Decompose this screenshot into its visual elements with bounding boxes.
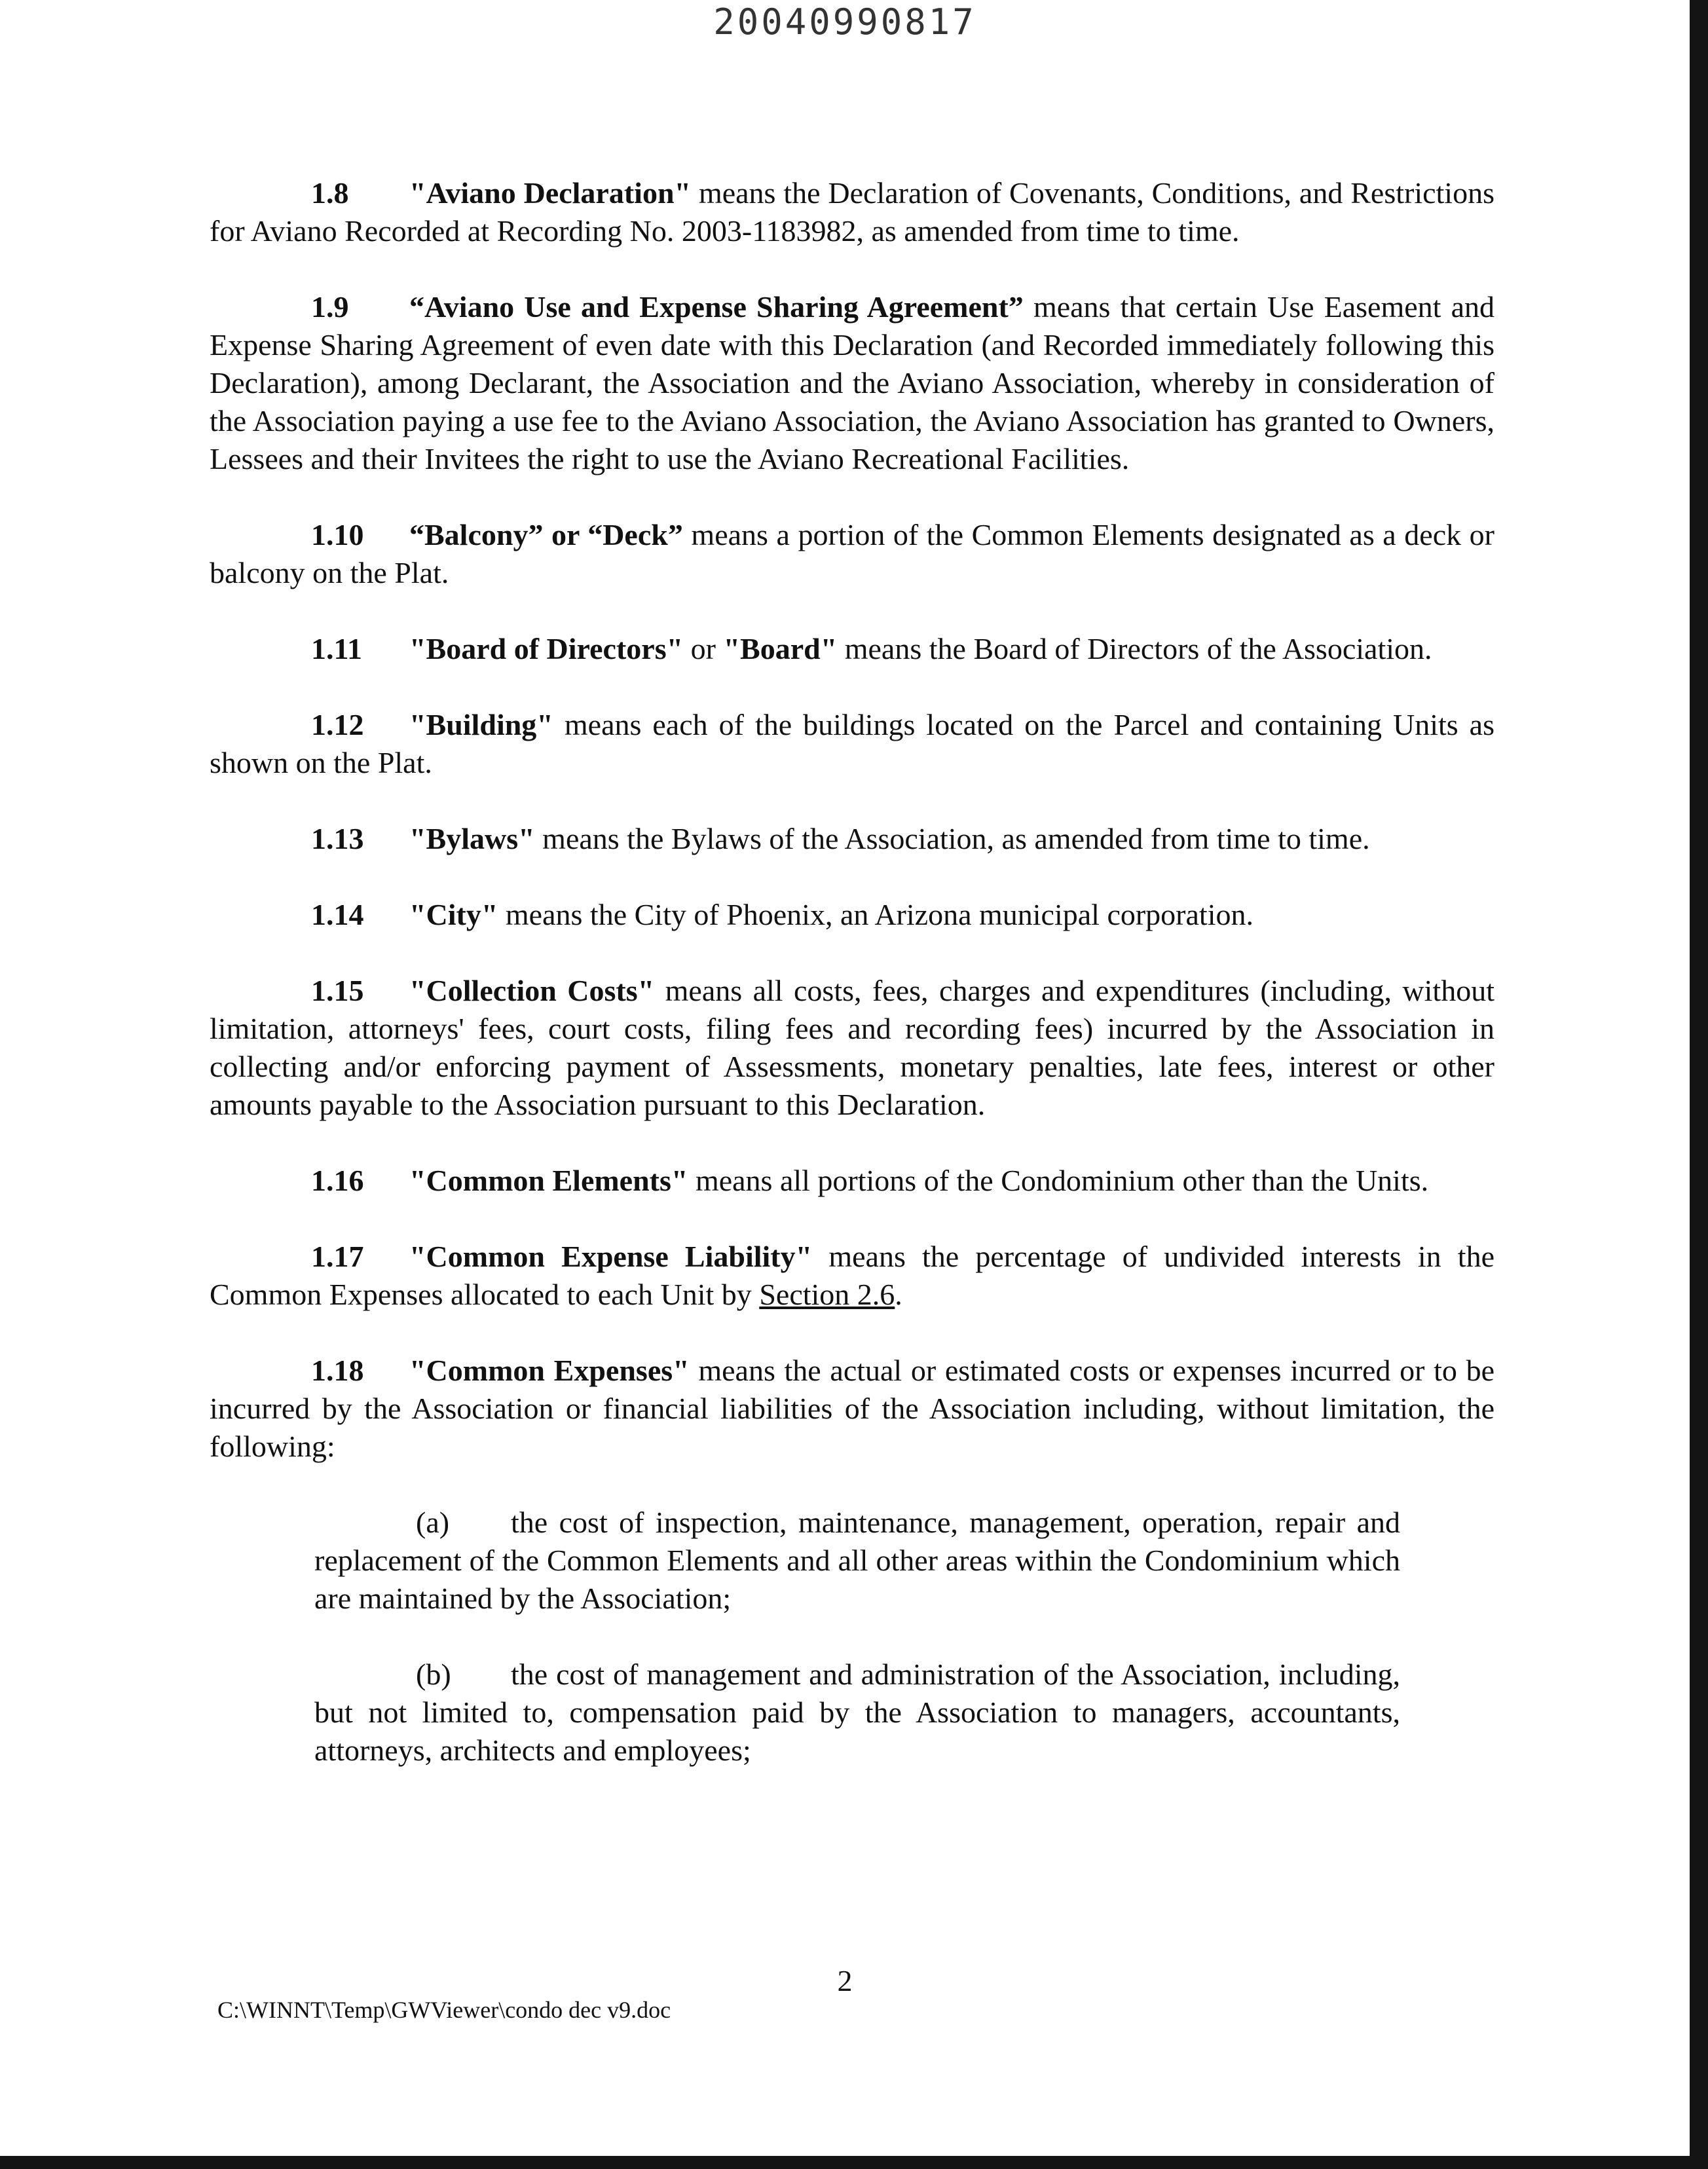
defined-term: "Bylaws" xyxy=(409,822,535,855)
subitem-b xyxy=(314,1656,1400,1770)
definition-1-8 xyxy=(210,174,1494,250)
defined-term: "Common Elements" xyxy=(409,1164,688,1197)
section-reference: Section 2.6 xyxy=(759,1278,895,1311)
definition-1-15 xyxy=(210,972,1494,1124)
definition-text: means the Board of Directors of the Association. xyxy=(837,632,1432,665)
defined-term-balcony: “Balcony” xyxy=(409,518,544,551)
definition-text: means a portion of the Common Elements designated as a deck or balcony on the Plat. xyxy=(210,518,1494,589)
section-number: 1.17 xyxy=(311,1240,364,1273)
defined-term: "City" xyxy=(409,898,498,931)
section-number: 1.12 xyxy=(311,708,364,741)
definition-text: means the Declaration of Covenants, Conditions, and Restrictions for Aviano Recorded at Recording No. 2003-1183982, as amended from time to time. xyxy=(210,176,1494,248)
term-joiner: or xyxy=(683,632,724,665)
document-id-stamp: 20040990817 xyxy=(713,1,976,43)
defined-term: "Aviano Declaration" xyxy=(409,176,692,210)
definition-text: means that certain Use Easement and Expense Sharing Agreement of even date with this Declaration (and Recorded immediately following this Declaration), among Declarant, the Association and the Aviano Association, whereby in consideration of the Association paying a use fee to the Aviano Association, the Aviano Association has granted to Owners, Lessees and their Invitees the right to use the Aviano Recreational Facilities. xyxy=(210,290,1495,475)
definition-1-11 xyxy=(210,630,1494,668)
defined-term: "Building" xyxy=(409,708,553,741)
term-joiner: or xyxy=(543,518,588,551)
definition-text: means the Bylaws of the Association, as amended from time to time. xyxy=(534,822,1370,855)
defined-term-deck: “Deck” xyxy=(587,518,683,551)
subitem-label: (a) xyxy=(416,1506,450,1539)
definition-1-9 xyxy=(210,288,1494,478)
definition-text: means the actual or estimated costs or expenses incurred or to be incurred by the Association or financial liabilities of the Association including, without limitation, the following: xyxy=(210,1354,1494,1463)
defined-term-board-of-directors: "Board of Directors" xyxy=(409,632,684,665)
section-number: 1.18 xyxy=(311,1354,364,1387)
subitem-text: the cost of management and administration of the Association, including, but not limited to, compensation paid by the Association to managers, accountants, attorneys, architects and employees; xyxy=(314,1658,1400,1767)
footer-file-path: C:\WINNT\Temp\GWViewer\condo dec v9.doc xyxy=(217,1997,671,2023)
page-body xyxy=(210,174,1494,1808)
section-number: 1.14 xyxy=(311,898,364,931)
definition-1-12 xyxy=(210,706,1494,782)
definition-1-13 xyxy=(210,820,1494,858)
subitem-a xyxy=(314,1504,1400,1618)
section-number: 1.10 xyxy=(311,518,364,551)
section-number: 1.11 xyxy=(311,632,362,665)
definition-text: means the City of Phoenix, an Arizona municipal corporation. xyxy=(498,898,1253,931)
defined-term: "Collection Costs" xyxy=(409,974,655,1007)
page-number: 2 xyxy=(837,1964,853,1997)
scan-border-right xyxy=(1690,0,1708,2169)
section-number: 1.8 xyxy=(311,176,349,210)
definition-1-10 xyxy=(210,516,1494,592)
defined-term-board: "Board" xyxy=(723,632,838,665)
section-number: 1.13 xyxy=(311,822,364,855)
definition-text: means all portions of the Condominium other than the Units. xyxy=(688,1164,1429,1197)
definition-text: means the percentage of undivided interests in the Common Expenses allocated to each Unit by xyxy=(210,1240,1494,1311)
definition-1-18 xyxy=(210,1352,1494,1466)
section-number: 1.9 xyxy=(311,290,349,324)
section-number: 1.16 xyxy=(311,1164,364,1197)
scan-border-bottom xyxy=(0,2156,1708,2169)
definition-1-16 xyxy=(210,1162,1494,1200)
definition-text: means all costs, fees, charges and expenditures (including, without limitation, attorneys' fees, court costs, filing fees and recording fees) incurred by the Association in collecting and/or enforcing payment of Assessments, monetary penalties, late fees, interest or other amounts payable to the Association pursuant to this Declaration. xyxy=(210,974,1494,1121)
subitem-text: the cost of inspection, maintenance, management, operation, repair and replacement of the Common Elements and all other areas within the Condominium which are maintained by the Association; xyxy=(314,1506,1400,1615)
definition-text-end: . xyxy=(895,1278,902,1311)
section-number: 1.15 xyxy=(311,974,364,1007)
definition-text: means each of the buildings located on the Parcel and containing Units as shown on the Plat. xyxy=(210,708,1494,779)
subitem-label: (b) xyxy=(416,1658,451,1691)
definition-1-17 xyxy=(210,1238,1494,1314)
defined-term: "Common Expenses" xyxy=(409,1354,690,1387)
defined-term: “Aviano Use and Expense Sharing Agreement” xyxy=(409,290,1024,324)
definition-1-14 xyxy=(210,896,1494,934)
defined-term: "Common Expense Liability" xyxy=(409,1240,813,1273)
